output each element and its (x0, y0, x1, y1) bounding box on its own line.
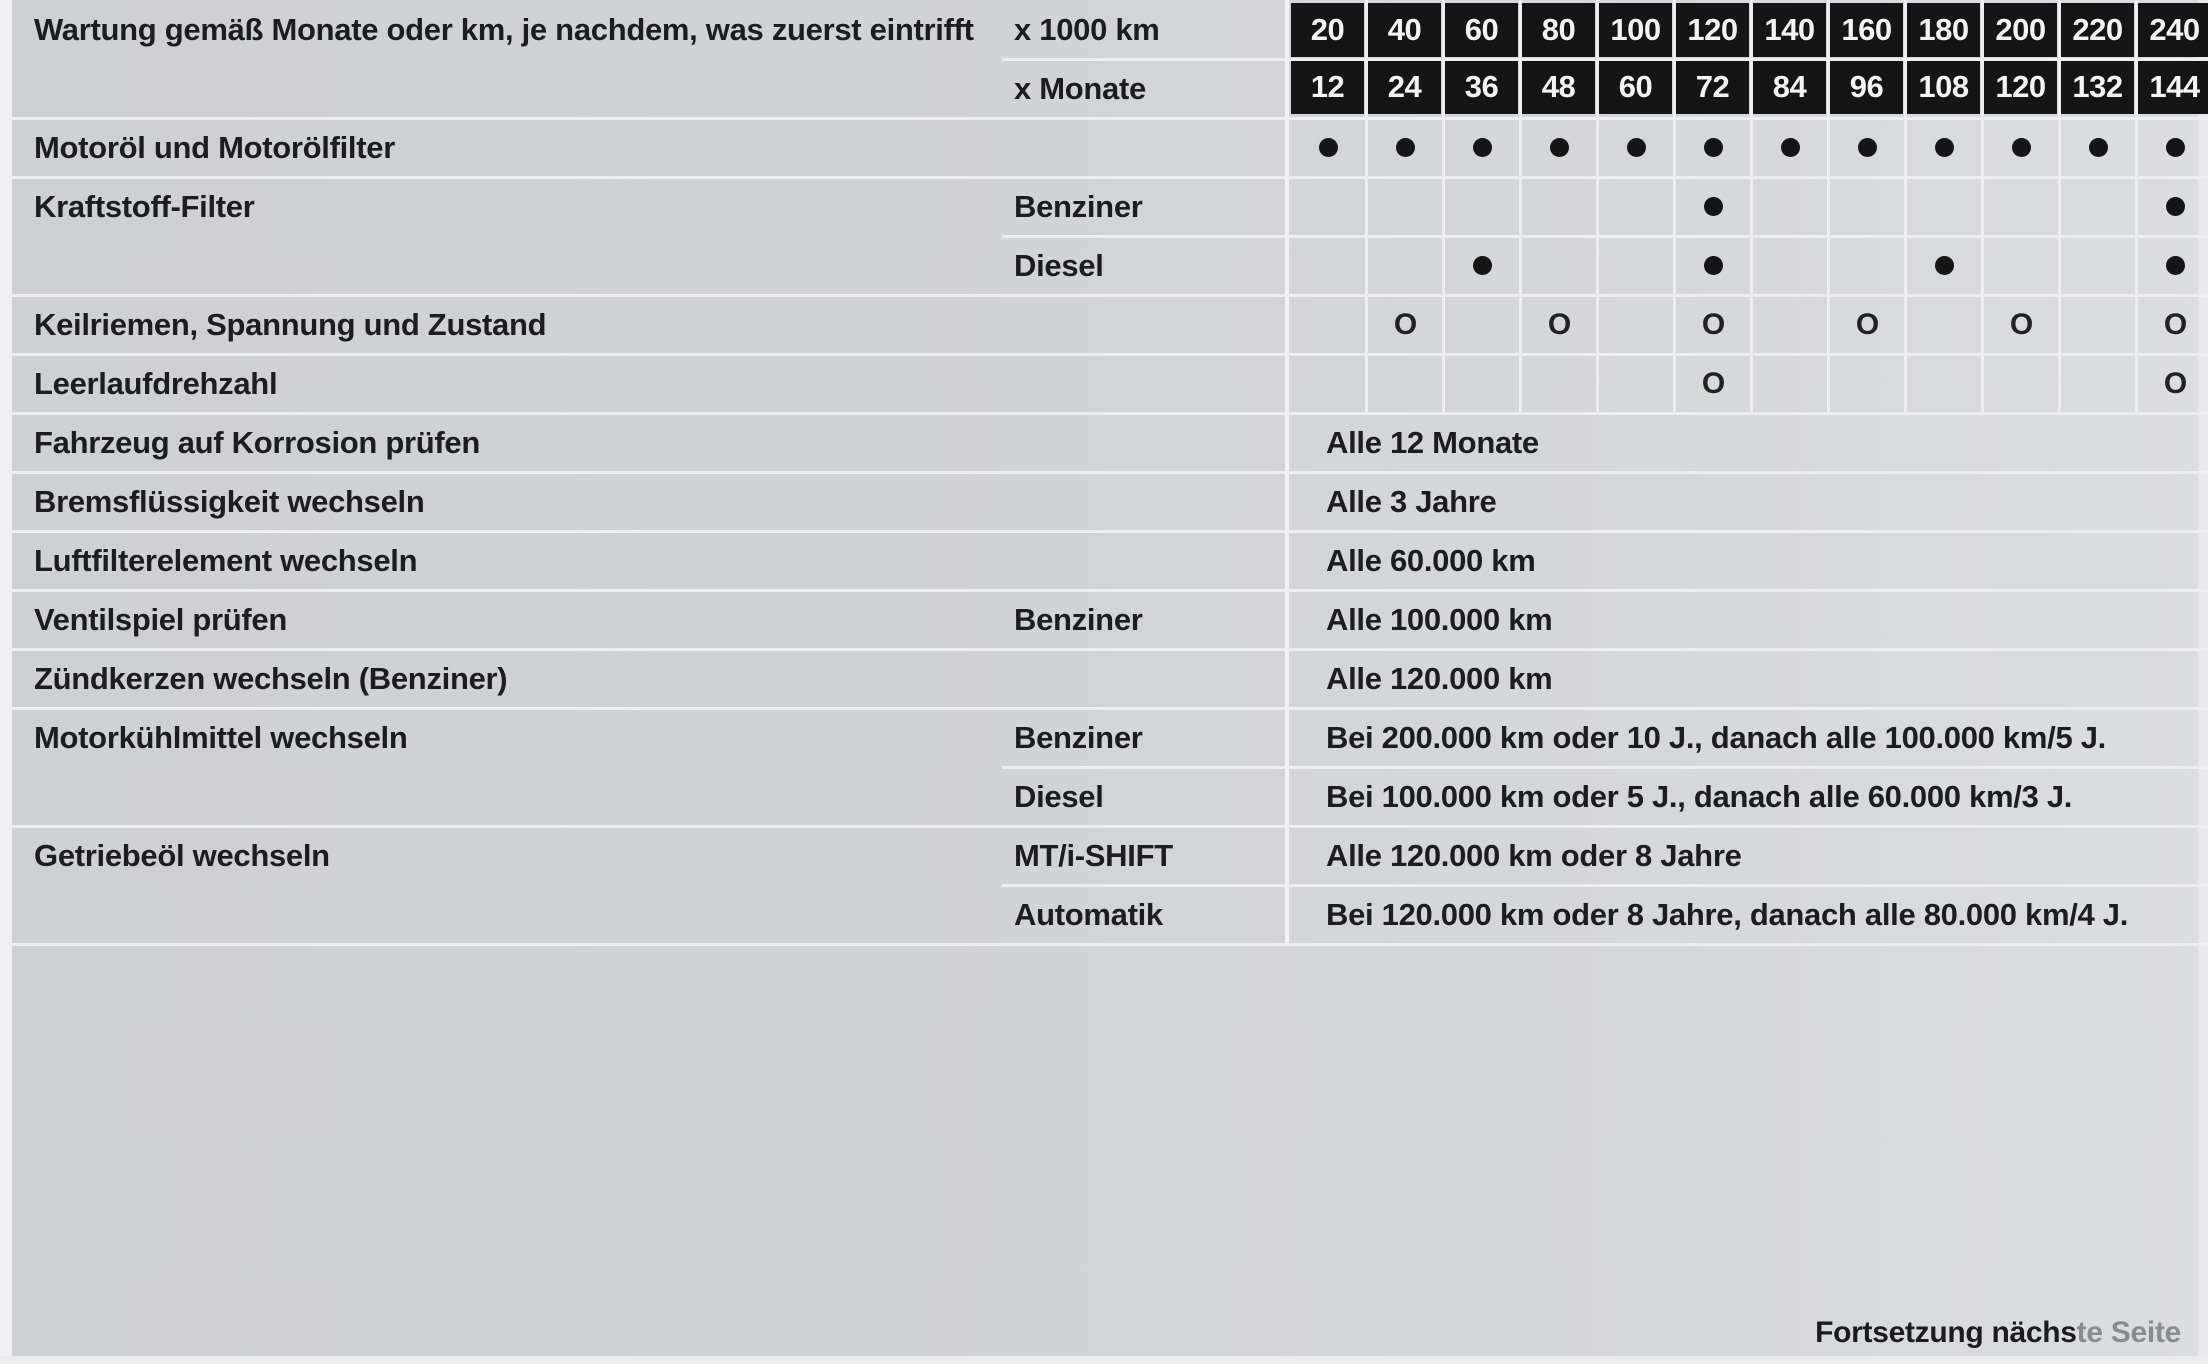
empty-mark (1829, 177, 1906, 236)
ring-mark: O (1547, 307, 1572, 341)
ring-mark: O (2009, 307, 2034, 341)
row-label: Leerlaufdrehzahl (34, 365, 278, 401)
empty-mark (1444, 354, 1521, 413)
header-km-value: 220 (2061, 3, 2134, 57)
mark-column-divider (1442, 0, 1445, 413)
empty-mark (1367, 236, 1444, 295)
row-label: Keilriemen, Spannung und Zustand (34, 306, 547, 342)
row-label: Kraftstoff-Filter (34, 188, 255, 224)
empty-mark (1444, 295, 1521, 354)
row-interval: Alle 60.000 km (1326, 542, 1536, 578)
header-km-value: 120 (1676, 3, 1749, 57)
empty-mark (2060, 177, 2137, 236)
header-km-value: 240 (2138, 3, 2208, 57)
filled-dot-icon (1627, 138, 1646, 157)
service-dot (2137, 236, 2208, 295)
empty-mark (2060, 236, 2137, 295)
empty-mark (1598, 236, 1675, 295)
mark-column-divider (1365, 0, 1368, 413)
service-dot (1675, 118, 1752, 177)
row-label: Getriebeöl wechseln (34, 837, 330, 873)
empty-mark (1290, 295, 1367, 354)
empty-mark (1521, 177, 1598, 236)
empty-mark (1752, 295, 1829, 354)
service-dot (1983, 118, 2060, 177)
empty-mark (1290, 177, 1367, 236)
row-variant: Benziner (1014, 601, 1143, 637)
row-interval: Bei 200.000 km oder 10 J., danach alle 100.000 km/5 J. (1326, 719, 2106, 755)
empty-mark (1983, 236, 2060, 295)
ring-mark: O (1393, 307, 1418, 341)
header-months-value: 96 (1830, 60, 1903, 114)
continuation-text-faded: te Seite (2076, 1316, 2181, 1349)
row-interval: Alle 120.000 km (1326, 660, 1553, 696)
filled-dot-icon (2089, 138, 2108, 157)
header-km-label: x 1000 km (1014, 11, 1160, 47)
header-km-value: 40 (1368, 3, 1441, 57)
empty-mark (1367, 354, 1444, 413)
row-variant: MT/i-SHIFT (1014, 837, 1173, 873)
header-km-value: 160 (1830, 3, 1903, 57)
empty-mark (1829, 354, 1906, 413)
service-dot (1598, 118, 1675, 177)
page-edge-bottom (0, 1356, 2208, 1364)
header-months-value: 12 (1291, 60, 1364, 114)
row-interval: Alle 100.000 km (1326, 601, 1553, 637)
row-label: Motorkühlmittel wechseln (34, 719, 408, 755)
empty-mark (1367, 177, 1444, 236)
grid-left-border (1285, 0, 1289, 944)
empty-mark (2060, 295, 2137, 354)
inspection-mark (1521, 295, 1598, 354)
row-label: Zündkerzen wechseln (Benziner) (34, 660, 508, 696)
filled-dot-icon (1550, 138, 1569, 157)
empty-mark (1598, 354, 1675, 413)
filled-dot-icon (1935, 256, 1954, 275)
empty-mark (2060, 354, 2137, 413)
mark-column-divider (1673, 0, 1676, 413)
row-interval: Alle 12 Monate (1326, 424, 1539, 460)
header-months-value: 48 (1522, 60, 1595, 114)
filled-dot-icon (2166, 197, 2185, 216)
filled-dot-icon (1704, 138, 1723, 157)
mark-column-divider (1904, 0, 1907, 413)
service-dot (1521, 118, 1598, 177)
mark-column-divider (1827, 0, 1830, 413)
filled-dot-icon (2166, 256, 2185, 275)
service-dot (1906, 236, 1983, 295)
ring-mark: O (1701, 366, 1726, 400)
service-dot (2137, 177, 2208, 236)
empty-mark (1444, 177, 1521, 236)
empty-mark (1290, 236, 1367, 295)
empty-mark (1598, 177, 1675, 236)
row-variant: Automatik (1014, 896, 1163, 932)
row-variant: Benziner (1014, 719, 1143, 755)
service-dot (1752, 118, 1829, 177)
filled-dot-icon (1473, 138, 1492, 157)
inspection-mark (1367, 295, 1444, 354)
filled-dot-icon (1319, 138, 1338, 157)
service-dot (2137, 118, 2208, 177)
empty-mark (1829, 236, 1906, 295)
header-months-value: 120 (1984, 60, 2057, 114)
service-dot (1829, 118, 1906, 177)
header-divider (1002, 58, 2208, 61)
service-dot (1290, 118, 1367, 177)
header-km-value: 140 (1753, 3, 1826, 57)
ring-mark: O (1855, 307, 1880, 341)
continuation-text: Fortsetzung nächs (1815, 1316, 2077, 1349)
filled-dot-icon (1858, 138, 1877, 157)
service-dot (1906, 118, 1983, 177)
filled-dot-icon (2166, 138, 2185, 157)
service-dot (1444, 236, 1521, 295)
continuation-note (1815, 1316, 2181, 1350)
row-variant: Diesel (1014, 778, 1104, 814)
service-dot (1675, 177, 1752, 236)
filled-dot-icon (1473, 256, 1492, 275)
empty-mark (1752, 354, 1829, 413)
inspection-mark (1983, 295, 2060, 354)
header-months-value: 60 (1599, 60, 1672, 114)
row-interval: Bei 100.000 km oder 5 J., danach alle 60.000 km/3 J. (1326, 778, 2073, 814)
page-edge-left (0, 0, 12, 1364)
ring-mark: O (2163, 307, 2188, 341)
row-divider (12, 943, 2208, 946)
header-months-value: 24 (1368, 60, 1441, 114)
inspection-mark (2137, 354, 2208, 413)
empty-mark (1983, 177, 2060, 236)
inspection-mark (2137, 295, 2208, 354)
filled-dot-icon (1935, 138, 1954, 157)
mark-column-divider (2135, 0, 2138, 413)
empty-mark (1983, 354, 2060, 413)
ring-mark: O (2163, 366, 2188, 400)
service-dot (2060, 118, 2137, 177)
header-km-value: 200 (1984, 3, 2057, 57)
row-label: Motoröl und Motorölfilter (34, 129, 395, 165)
service-dot (1367, 118, 1444, 177)
mark-column-divider (1750, 0, 1753, 413)
ring-mark: O (1701, 307, 1726, 341)
empty-mark (1521, 236, 1598, 295)
inspection-mark (1829, 295, 1906, 354)
header-months-value: 36 (1445, 60, 1518, 114)
header-months-value: 144 (2138, 60, 2208, 114)
empty-mark (1906, 177, 1983, 236)
row-label: Bremsflüssigkeit wechseln (34, 483, 425, 519)
filled-dot-icon (1781, 138, 1800, 157)
mark-column-divider (1981, 0, 1984, 413)
header-km-value: 100 (1599, 3, 1672, 57)
row-label: Fahrzeug auf Korrosion prüfen (34, 424, 480, 460)
header-km-value: 80 (1522, 3, 1595, 57)
mark-column-divider (1519, 0, 1522, 413)
empty-mark (1598, 295, 1675, 354)
header-months-value: 108 (1907, 60, 1980, 114)
empty-mark (1752, 177, 1829, 236)
filled-dot-icon (1704, 256, 1723, 275)
row-interval: Alle 120.000 km oder 8 Jahre (1326, 837, 1742, 873)
filled-dot-icon (1396, 138, 1415, 157)
row-variant: Benziner (1014, 188, 1143, 224)
header-km-value: 60 (1445, 3, 1518, 57)
inspection-mark (1675, 295, 1752, 354)
row-interval: Alle 3 Jahre (1326, 483, 1497, 519)
filled-dot-icon (2012, 138, 2031, 157)
row-label: Ventilspiel prüfen (34, 601, 287, 637)
row-interval: Bei 120.000 km oder 8 Jahre, danach alle 80.000 km/4 J. (1326, 896, 2129, 932)
service-dot (1675, 236, 1752, 295)
filled-dot-icon (1704, 197, 1723, 216)
header-months-value: 84 (1753, 60, 1826, 114)
maintenance-table (12, 0, 2208, 946)
header-months-value: 72 (1676, 60, 1749, 114)
header-km-value: 20 (1291, 3, 1364, 57)
header-km-value: 180 (1907, 3, 1980, 57)
inspection-mark (1675, 354, 1752, 413)
empty-mark (1906, 354, 1983, 413)
empty-mark (1752, 236, 1829, 295)
header-title: Wartung gemäß Monate oder km, je nachdem, was zuerst eintrifft (34, 11, 974, 47)
row-variant: Diesel (1014, 247, 1104, 283)
service-dot (1444, 118, 1521, 177)
row-label: Luftfilterelement wechseln (34, 542, 418, 578)
empty-mark (1521, 354, 1598, 413)
header-months-value: 132 (2061, 60, 2134, 114)
header-months-label: x Monate (1014, 70, 1146, 106)
empty-mark (1906, 295, 1983, 354)
mark-column-divider (1596, 0, 1599, 413)
empty-mark (1290, 354, 1367, 413)
mark-column-divider (2058, 0, 2061, 413)
